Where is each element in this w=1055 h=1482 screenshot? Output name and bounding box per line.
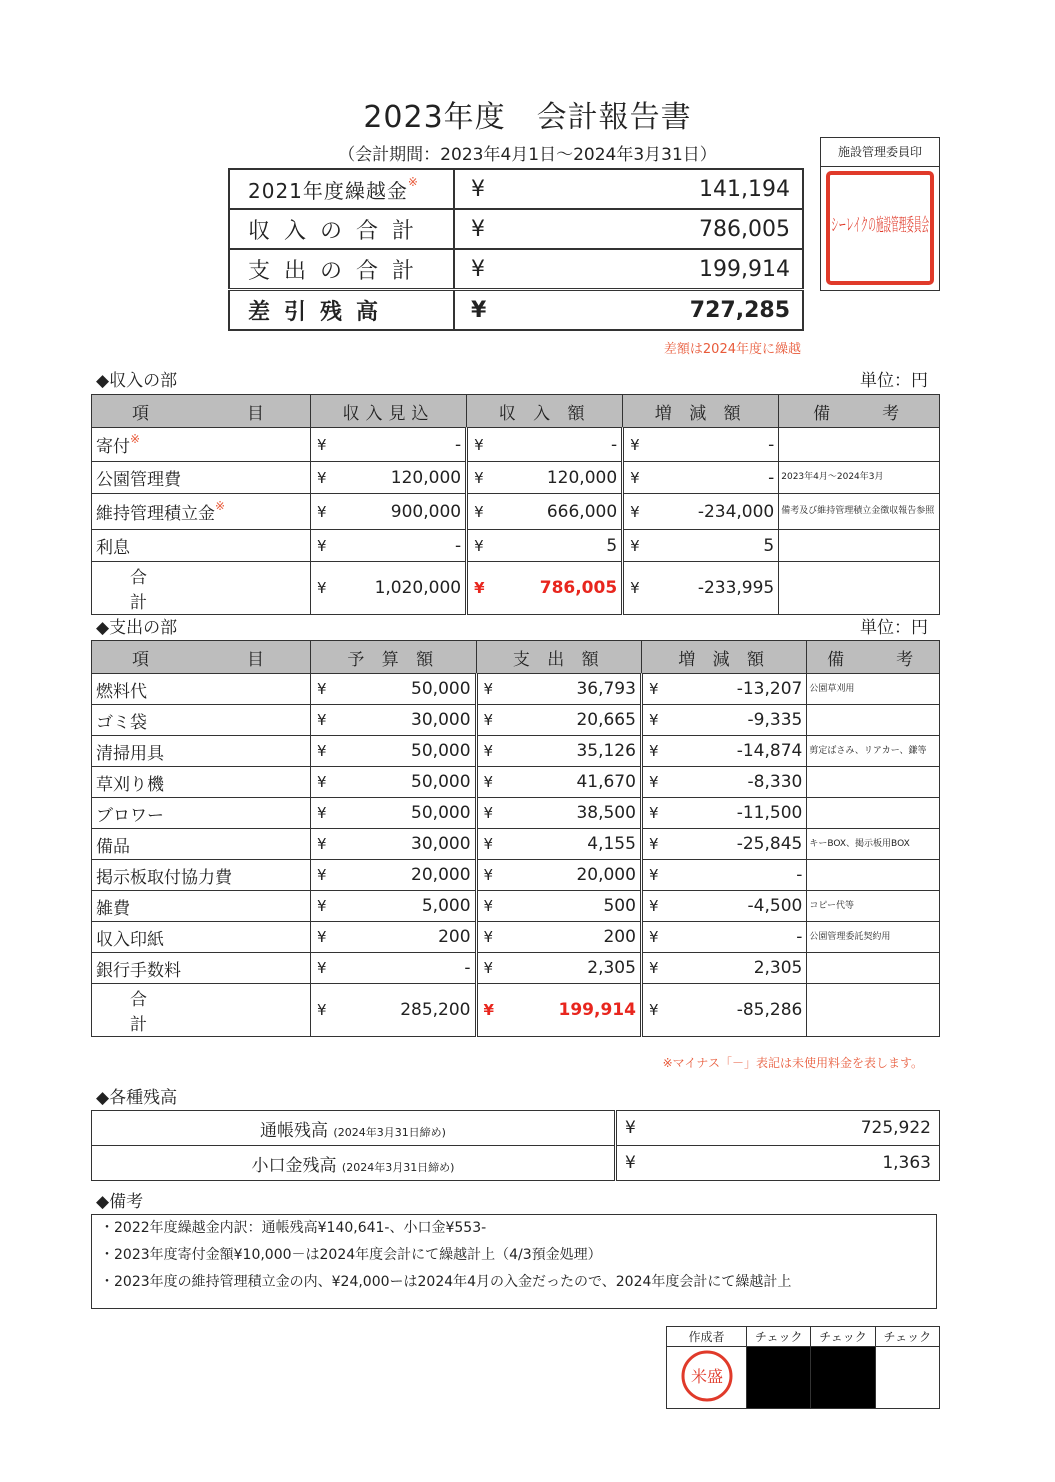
signoff-table: 作成者 チェック チェック チェック 米盛 [666, 1326, 940, 1409]
table-row: ブロワー ¥ 50,000 ¥ 38,500 ¥ -11,500 [92, 798, 940, 829]
summary-total-row: 差引残高 ¥ 727,285 [229, 290, 803, 331]
table-row: ゴミ袋 ¥ 30,000 ¥ 20,665 ¥ -9,335 [92, 705, 940, 736]
minus-note: ※マイナス「－」表記は未使用料金を表します。 [662, 1056, 923, 1070]
table-row: 寄付※ ¥ - ¥ - ¥ - [92, 428, 940, 462]
author-stamp [667, 1347, 747, 1409]
expense-table [91, 640, 940, 1037]
summary-value: 199,914 [487, 249, 803, 290]
table-row: 利息 ¥ - ¥ 5 ¥ 5 [92, 530, 940, 562]
table-total-row: 合計 ¥ 285,200 ¥ 199,914 ¥ -85,286 [92, 984, 940, 1037]
income-unit: 単位：円 [860, 371, 928, 391]
table-row: 燃料代 ¥ 50,000 ¥ 36,793 ¥ -13,207 公園草刈用 [92, 674, 940, 705]
balances-table [91, 1110, 940, 1181]
seal-header: 施設管理委員印 [821, 138, 939, 167]
carry-over-note: 差額は2024年度に繰越 [663, 342, 801, 357]
summary-label: 2021年度繰越金※ [229, 169, 454, 209]
summary-label: 支出の合計 [229, 249, 454, 290]
table-row: 銀行手数料 ¥ - ¥ 2,305 ¥ 2,305 [92, 953, 940, 984]
table-row: 草刈り機 ¥ 50,000 ¥ 41,670 ¥ -8,330 [92, 767, 940, 798]
remark-line: ・2022年度繰越金内訳：通帳残高¥140,641-、小口金¥553- [100, 1220, 487, 1236]
income-table [91, 394, 940, 615]
remarks-heading: ◆備考 [96, 1192, 144, 1212]
table-row: 維持管理積立金※ ¥ 900,000 ¥ 666,000 ¥ -234,000 備考及び維持管理積立金徴収報告参照 [92, 494, 940, 530]
summary-value: 786,005 [487, 209, 803, 249]
table-row: 公園管理費 ¥ 120,000 ¥ 120,000 ¥ - 2023年4月～2024年3月 [92, 462, 940, 494]
redacted-check [811, 1347, 875, 1409]
seal-text: シーレイクの施設管理委員会 [831, 215, 929, 236]
page-title: 2023年度 会計報告書 [363, 100, 692, 135]
table-row: 収入印紙 ¥ 200 ¥ 200 ¥ - 公園管理委託契約用 [92, 922, 940, 953]
remark-line: ・2023年度寄付金額¥10,000－は2024年度会計にて繰越計上（4/3預金処理） [100, 1247, 602, 1263]
table-row: 通帳残高 (2024年3月31日締め) ¥ 725,922 [92, 1111, 940, 1146]
table-row: 小口金残高 (2024年3月31日締め) ¥ 1,363 [92, 1146, 940, 1181]
empty-check [875, 1347, 939, 1409]
table-row: 雑費 ¥ 5,000 ¥ 500 ¥ -4,500 コピー代等 [92, 891, 940, 922]
remarks-box [91, 1214, 937, 1309]
table-total-row: 合計 ¥ 1,020,000 ¥ 786,005 ¥ -233,995 [92, 562, 940, 615]
expense-heading: ◆支出の部 [96, 618, 178, 638]
summary-label: 収入の合計 [229, 209, 454, 249]
table-row: 清掃用具 ¥ 50,000 ¥ 35,126 ¥ -14,874 剪定ばさみ、リアカー、鎌等 [92, 736, 940, 767]
expense-total-actual: 199,914 [499, 984, 642, 1037]
summary-value: 141,194 [487, 169, 803, 209]
summary-table [228, 168, 804, 331]
redacted-check [747, 1347, 811, 1409]
author-stamp-icon [677, 1348, 737, 1404]
table-row: 備品 ¥ 30,000 ¥ 4,155 ¥ -25,845 キーBOX、掲示板用BOX [92, 829, 940, 860]
committee-seal-box [820, 137, 940, 291]
balances-heading: ◆各種残高 [96, 1088, 178, 1108]
summary-row: 支出の合計 ¥ 199,914 [229, 249, 803, 290]
summary-value: 727,285 [487, 290, 803, 331]
summary-label: 差引残高 [229, 290, 454, 331]
svg-text:米盛: 米盛 [690, 1367, 723, 1386]
summary-row: 2021年度繰越金※ ¥ 141,194 [229, 169, 803, 209]
income-total-actual: 786,005 [489, 562, 623, 615]
accounting-period: （会計期間：2023年4月1日～2024年3月31日） [338, 145, 717, 165]
summary-row: 収入の合計 ¥ 786,005 [229, 209, 803, 249]
table-row: 掲示板取付協力費 ¥ 20,000 ¥ 20,000 ¥ - [92, 860, 940, 891]
committee-seal-icon [821, 167, 939, 289]
expense-unit: 単位：円 [860, 618, 928, 638]
remark-line: ・2023年度の維持管理積立金の内、¥24,000ーは2024年4月の入金だったので、2024年度会計にて繰越計上 [100, 1274, 792, 1290]
table-header-row: 項 目 収入見込 収 入 額 増 減 額 備 考 [92, 395, 940, 428]
table-header-row: 項 目 予 算 額 支 出 額 増 減 額 備 考 [92, 641, 940, 674]
income-heading: ◆収入の部 [96, 371, 178, 391]
